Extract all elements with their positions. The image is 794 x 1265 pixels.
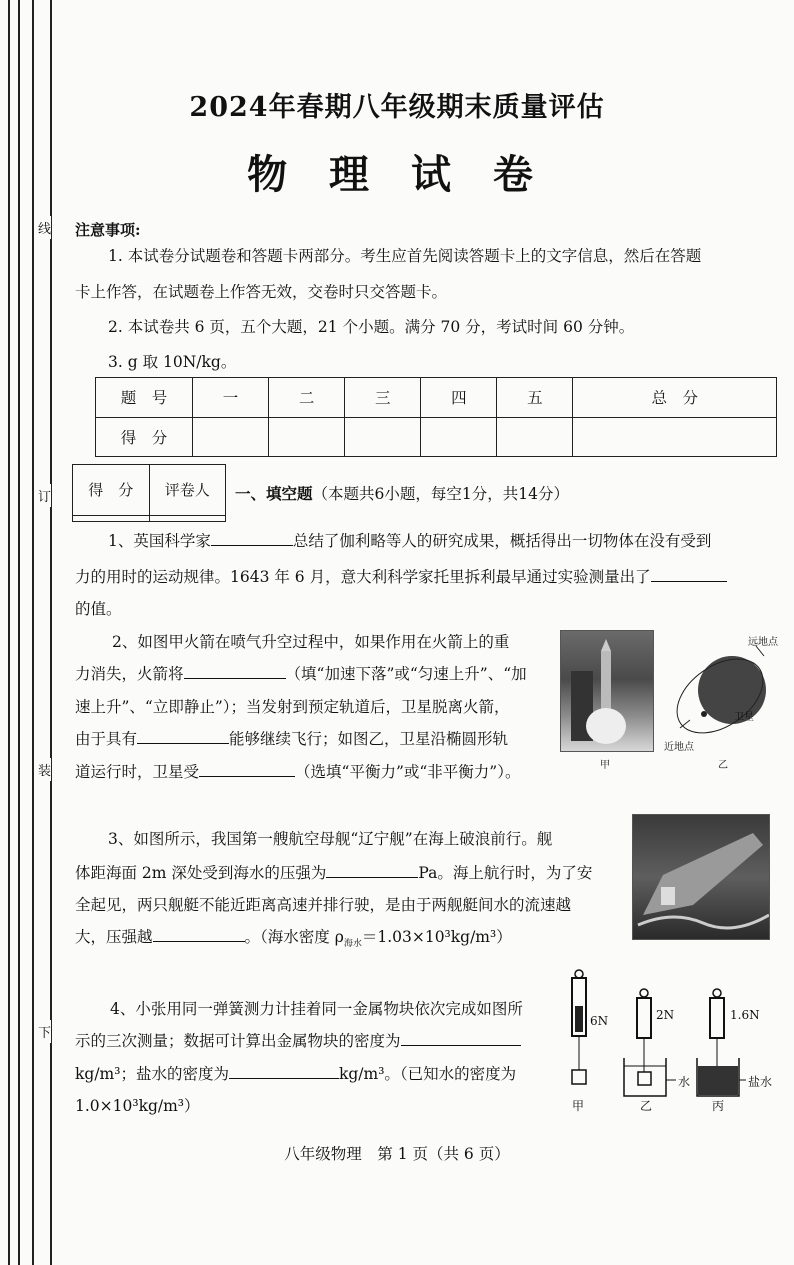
satellite-label: 卫星 xyxy=(734,712,754,723)
answer-blank[interactable] xyxy=(153,925,245,942)
orbit-diagram xyxy=(660,632,790,752)
grader-table xyxy=(72,464,226,522)
spring-scale-icon xyxy=(637,998,651,1038)
metal-block-icon xyxy=(572,1070,586,1084)
table-cell: 二 xyxy=(269,378,345,418)
q1-text: 1、英国科学家 xyxy=(108,532,211,550)
table-cell: 五 xyxy=(497,378,573,418)
q3-line1: 3、如图所示，我国第一艘航空母舰“辽宁舰”在海上破浪前行。舰 xyxy=(108,830,553,848)
answer-blank[interactable] xyxy=(199,760,295,777)
q2-text: （填“加速下落”或“匀速上升”、“加 xyxy=(285,665,527,683)
answer-blank[interactable] xyxy=(184,662,286,679)
q3-line3: 全起见，两只舰艇不能近距离高速并排行驶，是由于两舰艇间水的流速越 xyxy=(75,896,572,914)
score-cell[interactable] xyxy=(421,417,497,457)
note-item-3: 3. g 取 10N/kg。 xyxy=(108,353,237,371)
q2-text: 由于具有 xyxy=(75,730,138,748)
score-cell[interactable] xyxy=(345,417,421,457)
table-row xyxy=(96,417,777,457)
table-cell: 三 xyxy=(345,378,421,418)
exam-subtitle: 物 理 试 卷 xyxy=(247,151,547,198)
q1-line2 xyxy=(75,560,727,594)
q4-line4: 1.0×10³kg/m³） xyxy=(75,1097,200,1115)
near-point-label: 近地点 xyxy=(664,742,694,753)
q4-line2 xyxy=(75,1024,521,1058)
q2-line4 xyxy=(75,722,508,756)
q1-text: 总结了伽利略等人的研究成果，概括得出一切物体在没有受到 xyxy=(292,532,712,550)
score-cell[interactable] xyxy=(193,417,269,457)
section-note: （本题共6小题，每空1分，共14分） xyxy=(312,485,569,503)
q4-line1: 4、小张用同一弹簧测力计挂着同一金属物块依次完成如图所 xyxy=(110,1000,523,1018)
notes-heading: 注意事项: xyxy=(75,221,141,239)
section-heading xyxy=(235,482,569,504)
q1-line3: 的值。 xyxy=(75,600,122,618)
spring-scale-diagram xyxy=(560,966,790,1116)
figure-label: 乙 xyxy=(640,1099,653,1113)
q3-line4 xyxy=(75,920,512,961)
table-row xyxy=(96,378,777,418)
metal-block-icon xyxy=(638,1072,651,1085)
note-item-1: 1. 本试卷分试题卷和答题卡两部分。考生应首先阅读答题卡上的文字信息，然后在答题 xyxy=(108,247,702,265)
exam-title: 2024年春期八年级期末质量评估 xyxy=(189,92,605,123)
q4-text: kg/m³；盐水的密度为 xyxy=(75,1065,229,1083)
page-footer: 八年级物理 第 1 页（共 6 页） xyxy=(284,1145,510,1163)
q1-text: 力的用时的运动规律。1643 年 6 月，意大利科学家托里拆利最早通过实验测量出了 xyxy=(75,568,651,586)
score-table xyxy=(95,377,777,457)
spring-scale-icon xyxy=(710,998,724,1038)
score-cell[interactable] xyxy=(269,417,345,457)
table-cell: 评卷人 xyxy=(149,465,226,516)
answer-blank[interactable] xyxy=(211,529,293,546)
table-cell: 总 分 xyxy=(573,378,777,418)
beaker-icon xyxy=(624,1058,666,1096)
score-cell[interactable] xyxy=(73,515,150,521)
q3-text: 体距海面 2m 深处受到海水的压强为 xyxy=(75,864,327,882)
answer-blank[interactable] xyxy=(651,565,727,582)
table-cell: 题 号 xyxy=(96,378,193,418)
margin-mark-zhuang: 装 xyxy=(38,758,51,781)
q2-line2 xyxy=(75,657,527,691)
q2-text: 道运行时，卫星受 xyxy=(75,763,200,781)
aircraft-carrier-photo xyxy=(632,814,770,940)
brine-label: 盐水 xyxy=(748,1075,773,1089)
q2-text: 能够继续飞行；如图乙，卫星沿椭圆形轨 xyxy=(229,730,509,748)
section-title: 一、填空题 xyxy=(235,484,313,503)
q3-text: ＝1.03×10³kg/m³） xyxy=(361,928,512,946)
table-cell: 得 分 xyxy=(96,417,193,457)
q3-text: 大，压强越 xyxy=(75,928,153,946)
force-label: 1.6N xyxy=(730,1008,760,1022)
q1-line1 xyxy=(108,524,711,558)
figure-label: 丙 xyxy=(712,1099,725,1113)
grader-cell[interactable] xyxy=(149,515,226,521)
answer-blank[interactable] xyxy=(229,1062,339,1079)
carrier-icon xyxy=(633,815,769,939)
satellite-icon xyxy=(701,711,707,717)
answer-blank[interactable] xyxy=(326,861,418,878)
earth-icon xyxy=(698,656,766,724)
figure-label: 甲 xyxy=(600,760,610,771)
rocket-photo xyxy=(560,630,654,752)
table-cell: 四 xyxy=(421,378,497,418)
q2-text: （选填“平衡力”或“非平衡力”）。 xyxy=(295,763,521,781)
q2-line5 xyxy=(75,755,520,789)
far-point-label: 远地点 xyxy=(748,637,778,648)
note-item-1-cont: 卡上作答，在试题卷上作答无效，交卷时只交答题卡。 xyxy=(75,283,448,301)
q4-line3 xyxy=(75,1057,516,1091)
q3-text: Pa。海上航行时，为了安 xyxy=(418,864,593,882)
margin-mark-xian: 线 xyxy=(38,216,51,239)
answer-blank[interactable] xyxy=(401,1029,521,1046)
force-label: 6N xyxy=(590,1014,609,1028)
q4-text: kg/m³。（已知水的密度为 xyxy=(338,1065,517,1083)
margin-mark-xia: 下 xyxy=(38,1020,51,1043)
q2-line3: 速上升”、“立即静止”）；当发射到预定轨道后，卫星脱离火箭， xyxy=(75,698,510,716)
score-cell[interactable] xyxy=(573,417,777,457)
q4-text: 示的三次测量；数据可计算出金属物块的密度为 xyxy=(75,1032,401,1050)
figure-label: 乙 xyxy=(718,760,728,771)
water-label: 水 xyxy=(678,1075,691,1089)
force-label: 2N xyxy=(656,1008,675,1022)
q2-line1: 2、如图甲火箭在喷气升空过程中，如果作用在火箭上的重 xyxy=(112,633,510,651)
table-cell: 得 分 xyxy=(73,465,150,516)
rocket-icon xyxy=(561,631,653,751)
q3-line2 xyxy=(75,856,592,890)
score-cell[interactable] xyxy=(497,417,573,457)
q3-text: 。（海水密度 ρ xyxy=(244,928,344,946)
margin-mark-ding: 订 xyxy=(38,484,51,507)
density-subscript: 海水 xyxy=(343,939,362,950)
table-cell: 一 xyxy=(193,378,269,418)
answer-blank[interactable] xyxy=(137,727,229,744)
figure-label: 甲 xyxy=(572,1099,585,1113)
q2-text: 力消失，火箭将 xyxy=(75,665,184,683)
note-item-2: 2. 本试卷共 6 页，五个大题，21 个小题。满分 70 分，考试时间 60 分钟。 xyxy=(108,318,635,336)
